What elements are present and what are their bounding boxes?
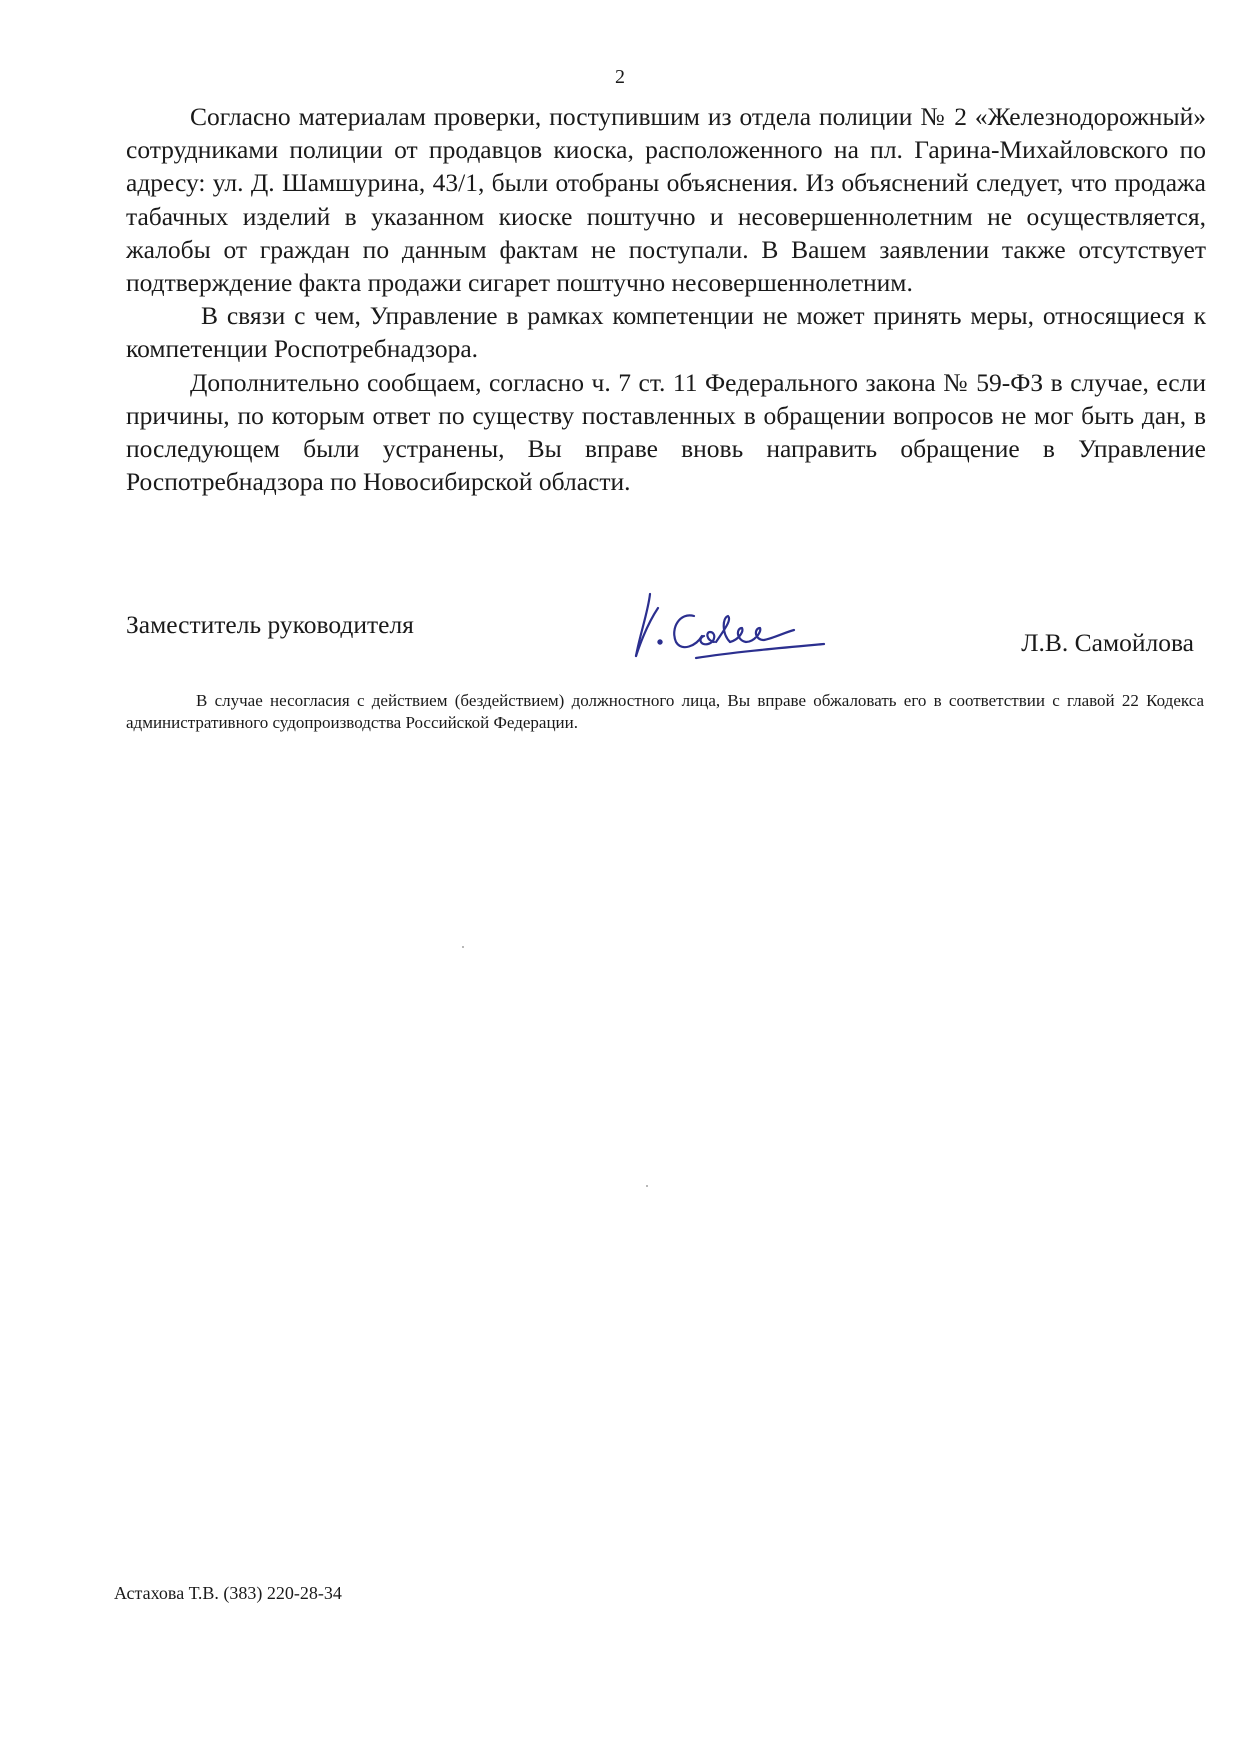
signatory-position: Заместитель руководителя [126,610,414,639]
executor-contact: Астахова Т.В. (383) 220-28-34 [114,1583,342,1603]
appeal-notice: В случае несогласия с действием (бездействием) должностного лица, Вы вправе обжаловать его в соответствии с главой 22 Кодекса административного судопроизводства Российской Федерации. [126,691,1204,732]
paragraph-additional-info: Дополнительно сообщаем, согласно ч. 7 ст. 11 Федерального закона № 59-ФЗ в случае, если причины, по которым ответ по существу поставленных в обращении вопросов не мог быть дан, в последующем были устранены, Вы вправе вновь направить обращение в Управление Роспотребнадзора по Новосибирской области. [126,367,1206,497]
handwritten-signature [624,586,834,666]
paragraph-inspection-results: Согласно материалам проверки, поступившим из отдела полиции № 2 «Железнодорожный» сотрудниками полиции от продавцов киоска, расположенного на пл. Гарина-Михайловского по адресу: ул. Д. Шамшурина, 43/1, были отобраны объяснения. Из объяснений следует, что продажа табачных изделий в указанном киоске поштучно и несовершеннолетним не осуществляется, жалобы от граждан по данным фактам не поступали. В Вашем заявлении также отсутствует подтверждение факта продажи сигарет поштучно несовершеннолетним. [126,102,1206,298]
letter-body [126,100,1206,498]
scan-speck [646,1185,648,1187]
paragraph-competence: В связи с чем, Управление в рамках компетенции не может принять меры, относящиеся к компетенции Роспотребнадзора. [126,301,1206,364]
signatory-name: Л.В. Самойлова [1021,628,1194,657]
signature-block [126,600,1206,660]
scan-speck [462,946,464,948]
page-number: 2 [615,66,625,88]
